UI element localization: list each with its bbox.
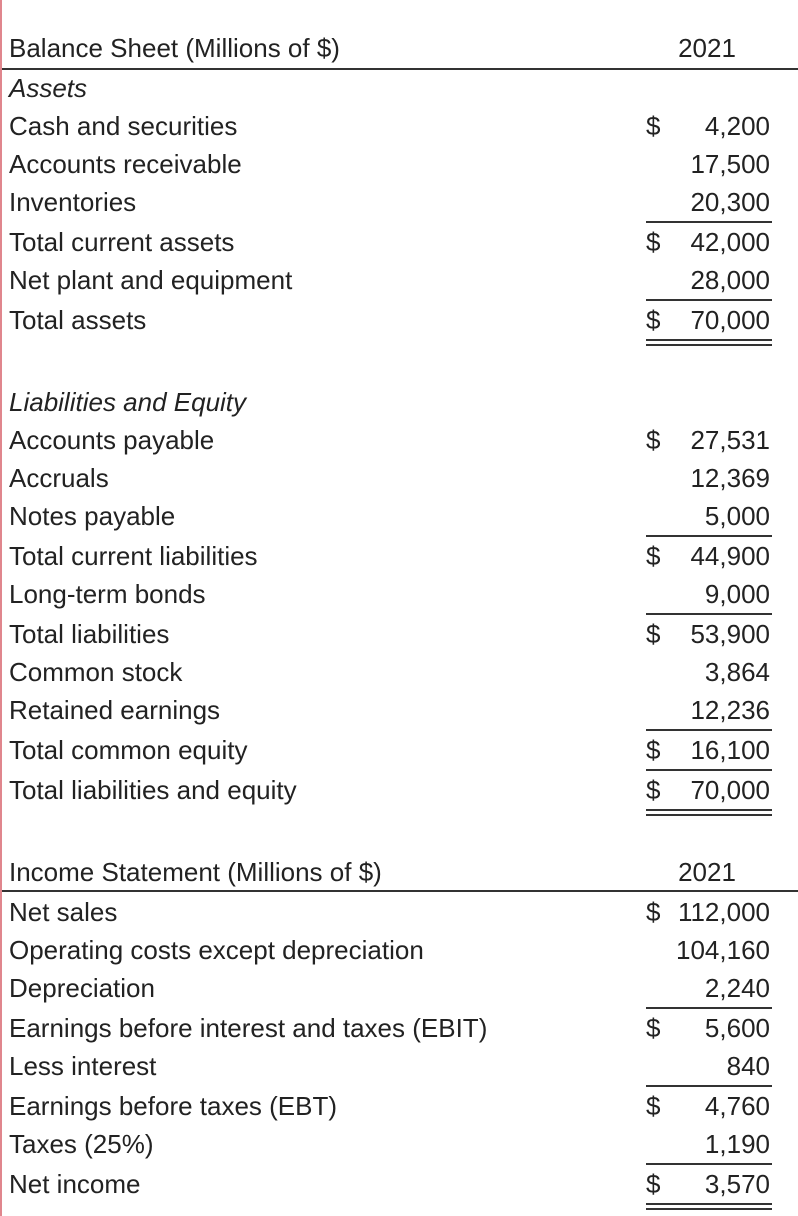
table-row bbox=[2, 145, 798, 183]
dollar-sign: $ bbox=[646, 619, 661, 649]
table-row bbox=[2, 771, 798, 809]
table-row bbox=[2, 223, 798, 261]
table-row bbox=[2, 931, 798, 969]
table-row bbox=[2, 731, 798, 769]
row-label: Operating costs except depreciation bbox=[9, 935, 424, 965]
dollar-sign: $ bbox=[646, 541, 661, 571]
table-row bbox=[2, 459, 798, 497]
table-row bbox=[2, 183, 798, 221]
dollar-sign: $ bbox=[646, 775, 661, 805]
dollar-sign: $ bbox=[646, 1169, 661, 1199]
row-label: Depreciation bbox=[9, 973, 155, 1003]
row-value: 4,200 bbox=[704, 111, 770, 141]
row-label: Total liabilities bbox=[9, 619, 170, 649]
total-double-rule bbox=[646, 339, 772, 346]
table-row bbox=[2, 497, 798, 535]
row-value: 12,369 bbox=[690, 463, 770, 493]
row-value: 3,570 bbox=[704, 1169, 770, 1199]
table-row bbox=[2, 301, 798, 339]
assets-heading-row bbox=[2, 69, 798, 107]
row-value: 17,500 bbox=[690, 149, 770, 179]
income-statement-header-row bbox=[2, 853, 798, 891]
row-label: Retained earnings bbox=[9, 695, 221, 725]
dollar-sign: $ bbox=[646, 227, 661, 257]
balance-sheet-header-row bbox=[2, 29, 798, 67]
income-statement-header-rule bbox=[2, 890, 798, 892]
row-label: Total liabilities and equity bbox=[9, 775, 297, 805]
row-value: 27,531 bbox=[690, 425, 770, 455]
total-double-rule bbox=[646, 809, 772, 816]
row-value: 1,190 bbox=[704, 1129, 770, 1159]
row-label: Total current liabilities bbox=[9, 541, 258, 571]
table-row bbox=[2, 615, 798, 653]
dollar-sign: $ bbox=[646, 1091, 661, 1121]
dollar-sign: $ bbox=[646, 305, 661, 335]
dollar-sign: $ bbox=[646, 897, 661, 927]
table-row bbox=[2, 261, 798, 299]
row-label: Net plant and equipment bbox=[9, 265, 293, 295]
row-label: Total common equity bbox=[9, 735, 248, 765]
table-row bbox=[2, 653, 798, 691]
row-label: Accruals bbox=[9, 463, 109, 493]
row-value: 3,864 bbox=[704, 657, 770, 687]
row-value: 44,900 bbox=[690, 541, 770, 571]
row-label: Net sales bbox=[9, 897, 118, 927]
row-label: Notes payable bbox=[9, 501, 176, 531]
row-value: 28,000 bbox=[690, 265, 770, 295]
row-value: 112,000 bbox=[677, 897, 770, 927]
table-row bbox=[2, 537, 798, 575]
row-label: Long-term bonds bbox=[9, 579, 206, 609]
row-value: 5,000 bbox=[704, 501, 770, 531]
row-label: Total assets bbox=[9, 305, 147, 335]
row-value: 16,100 bbox=[690, 735, 770, 765]
row-label: Common stock bbox=[9, 657, 183, 687]
row-label: Taxes (25%) bbox=[9, 1129, 154, 1159]
row-value: 70,000 bbox=[690, 775, 770, 805]
table-row bbox=[2, 107, 798, 145]
table-row bbox=[2, 1087, 798, 1125]
row-value: 5,600 bbox=[704, 1013, 770, 1043]
dollar-sign: $ bbox=[646, 735, 661, 765]
row-value: 4,760 bbox=[704, 1091, 770, 1121]
table-row bbox=[2, 575, 798, 613]
row-value: 104,160 bbox=[676, 935, 770, 965]
table-row bbox=[2, 1009, 798, 1047]
table-row bbox=[2, 969, 798, 1007]
table-row bbox=[2, 1047, 798, 1085]
table-row bbox=[2, 893, 798, 931]
liabilities-heading: Liabilities and Equity bbox=[9, 387, 247, 417]
table-row bbox=[2, 1165, 798, 1203]
row-label: Inventories bbox=[9, 187, 137, 217]
row-label: Total current assets bbox=[9, 227, 235, 257]
dollar-sign: $ bbox=[646, 1013, 661, 1043]
assets-heading: Assets bbox=[9, 73, 88, 103]
row-label: Accounts payable bbox=[9, 425, 215, 455]
row-label: Earnings before interest and taxes (EBIT) bbox=[9, 1013, 488, 1043]
row-label: Accounts receivable bbox=[9, 149, 242, 179]
dollar-sign: $ bbox=[646, 425, 661, 455]
table-row bbox=[2, 691, 798, 729]
total-double-rule bbox=[646, 1203, 772, 1210]
table-row bbox=[2, 1125, 798, 1163]
row-value: 70,000 bbox=[690, 305, 770, 335]
row-value: 9,000 bbox=[704, 579, 770, 609]
row-value: 12,236 bbox=[690, 695, 770, 725]
balance-sheet-year: 2021 bbox=[678, 33, 736, 63]
row-label: Less interest bbox=[9, 1051, 157, 1081]
row-value: 42,000 bbox=[690, 227, 770, 257]
income-statement-year: 2021 bbox=[678, 857, 736, 887]
row-value: 2,240 bbox=[704, 973, 770, 1003]
table-row bbox=[2, 421, 798, 459]
balance-sheet-title: Balance Sheet (Millions of $) bbox=[9, 33, 340, 63]
row-label: Cash and securities bbox=[9, 111, 238, 141]
row-label: Earnings before taxes (EBT) bbox=[9, 1091, 338, 1121]
income-statement-title: Income Statement (Millions of $) bbox=[9, 857, 382, 887]
row-value: 53,900 bbox=[690, 619, 770, 649]
row-value: 20,300 bbox=[690, 187, 770, 217]
liabilities-heading-row bbox=[2, 383, 798, 421]
row-label: Net income bbox=[9, 1169, 141, 1199]
row-value: 840 bbox=[726, 1051, 770, 1081]
dollar-sign: $ bbox=[646, 111, 661, 141]
